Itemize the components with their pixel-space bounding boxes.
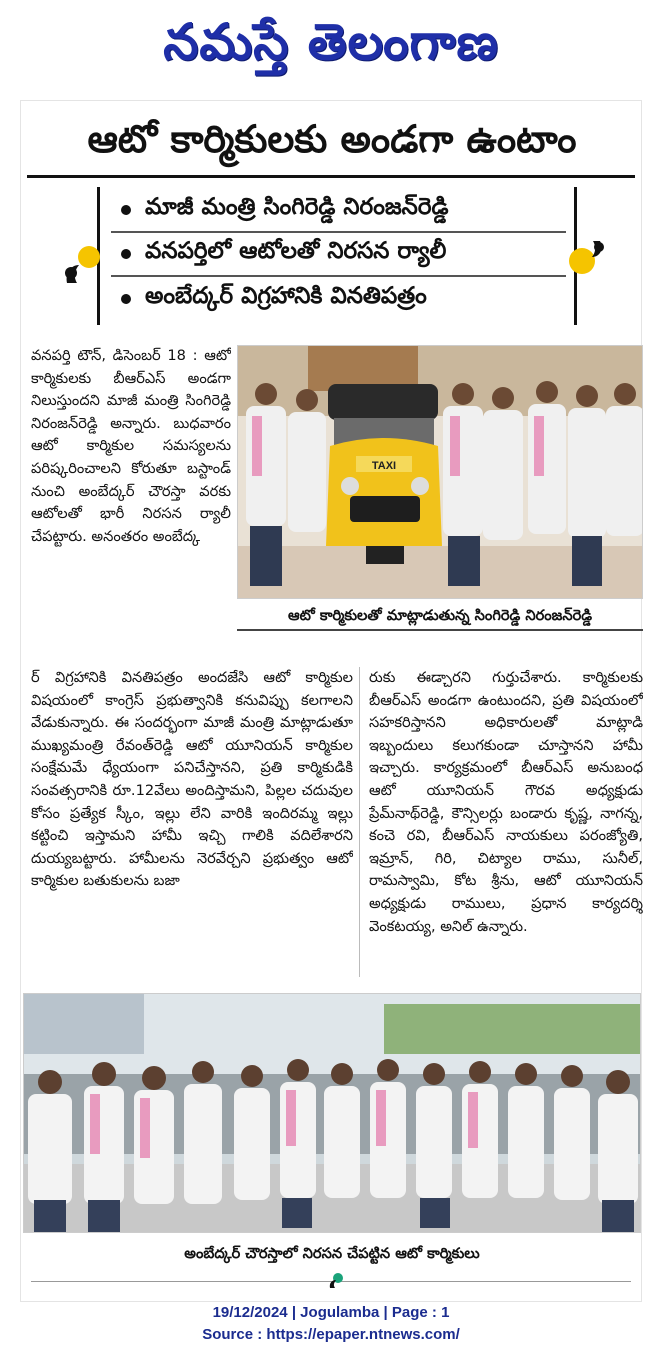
bullet-icon [121, 294, 131, 304]
highlight-text: అంబేద్కర్ విగ్రహానికి వినతిపత్రం [145, 283, 427, 309]
page-footer [0, 1302, 662, 1346]
photo-illustration [238, 346, 643, 599]
highlight-item [111, 233, 566, 277]
highlight-item [111, 277, 566, 321]
highlight-item [111, 189, 566, 233]
column-divider [359, 667, 360, 977]
photo-caption-bottom: అంబేద్కర్ చౌరస్తాలో నిరసన చేపట్టిన ఆటో కార్మికులు [184, 1245, 480, 1262]
highlights-list [111, 189, 566, 321]
article-body-col2-bottom: రుకు ఈడ్చారని గుర్తుచేశారు. కార్మికులకు బీఆర్‌ఎస్ అండగా ఉంటుందని, ప్రతి విషయంలో సహకరిస్తానని అధికారులతో మాట్లాడి ఇబ్బందులు కలుగకుండా చూస్తానని హామీ ఇచ్చారు. కార్యక్రమంలో బీఆర్‌ఎస్ అనుబంధ ఆటో యూనియన్ గౌరవ అధ్యక్షుడు ప్రేమ్‌నాథ్‌రెడ్డి, కౌన్సిలర్లు బండారు కృష్ణ, నాగన్న, కంచె రవి, బీఆర్‌ఎస్ నాయకులు పరంజ్యోతి, ఇమ్రాన్, గిరి, చిట్యాల రాము, సునీల్, రామస్వామి, కోట శ్రీను, ఆటో యూనియన్ అధ్యక్షుడు రాములు, ప్రధాన కార్యదర్శి వెంకటయ్య, అనిల్ ఉన్నారు. [369, 669, 643, 935]
news-article [20, 100, 642, 1302]
highlight-text: మాజీ మంత్రి సింగిరెడ్డి నిరంజన్‌రెడ్డి [145, 194, 449, 220]
headline-rule [27, 175, 635, 178]
highlight-text: వనపర్తిలో ఆటోలతో నిరసన ర్యాలీ [145, 238, 447, 264]
masthead-title: నమస్తే తెలంగాణ [163, 12, 499, 71]
article-body-col1-top: వనపర్తి టౌన్, డిసెంబర్ 18 : ఆటో కార్మికులకు బీఆర్‌ఎస్ అండగా నిలుస్తుందని మాజీ మంత్రి సింగిరెడ్డి నిరంజన్‌రెడ్డి అన్నారు. బుధవారం ఆటో కార్మికుల సమస్యలను పరిష్కరించాలని కోరుతూ బస్టాండ్ నుంచి అంబేద్కర్ చౌరస్తా వరకు ఆటోలతో భారీ నిరసన ర్యాలీ చేపట్టారు. అనంతరం అంబేద్క [31, 347, 231, 545]
article-body-col1-bottom: ర్ విగ్రహానికి వినతిపత్రం అందజేసి ఆటో కార్మికుల విషయంలో కాంగ్రెస్ ప్రభుత్వానికి కనువిప్పు కలగాలని వేడుకున్నారు. ఈ సందర్భంగా మాజీ మంత్రి మాట్లాడుతూ ముఖ్యమంత్రి రేవంత్‌రెడ్డి ఆటో యూనియన్ కార్మికుల సంక్షేమమే ధ్యేయంగా పనిచేస్తానని, ప్రతి కార్మికుడికి సంవత్సరానికి రూ.12వేలు అందిస్తామని, పిల్లల చదువుల కోసం ప్రత్యేక స్కీం, ఇల్లు లేని వారికి ఇందిరమ్మ ఇల్లు కట్టించి ఇస్తామని హామీ ఇచ్చి గాలికి వదిలేశారని దుయ్యబట్టారు. హామీలను నెరవేర్చని ప్రభుత్వం ఆటో కార్మికుల బతుకులను బజా [31, 669, 353, 890]
bullet-icon [121, 205, 131, 215]
group-photo-illustration [24, 994, 641, 1233]
auto-plate-text: TAXI [371, 460, 397, 472]
article-headline: ఆటో కార్మికులకు అండగా ఉంటాం [87, 117, 577, 161]
end-mark-icon [327, 1271, 345, 1289]
footer-source: Source : https://epaper.ntnews.com/ [202, 1326, 460, 1343]
left-quote-icon [61, 243, 103, 285]
bullet-icon [121, 249, 131, 259]
footer-date-edition: 19/12/2024 | Jogulamba | Page : 1 [212, 1304, 450, 1321]
photo-caption-top: ఆటో కార్మికులతో మాట్లాడుతున్న సింగిరెడ్డి నిరంజన్‌రెడ్డి [237, 601, 643, 631]
masthead [0, 0, 662, 96]
protest-group-photo [23, 993, 641, 1233]
right-quote-icon [566, 235, 608, 277]
auto-rickshaw-photo [237, 345, 643, 599]
